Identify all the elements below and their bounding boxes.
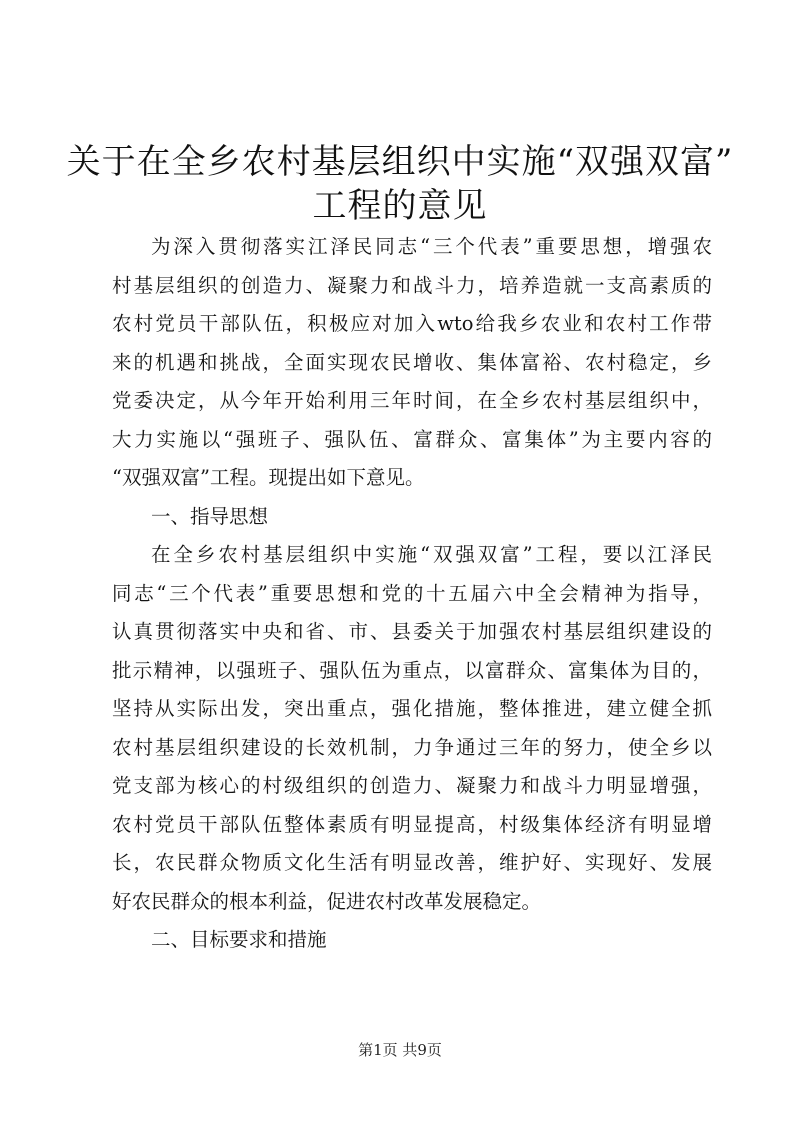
section-heading: 一、指导思想 <box>151 504 269 528</box>
paragraph-line: 同志“三个代表”重要思想和党的十五届六中全会精神为指导， <box>112 581 712 605</box>
paragraph-line: 认真贯彻落实中央和省、市、县委关于加强农村基层组织建设的 <box>112 620 712 643</box>
paragraph-line: 在全乡农村基层组织中实施“双强双富”工程，要以江泽民 <box>151 543 712 566</box>
paragraph-line: 坚持从实际出发，突出重点，强化措施，整体推进，建立健全抓 <box>112 697 712 720</box>
paragraph-line: 批示精神，以强班子、强队伍为重点，以富群众、富集体为目的， <box>112 658 712 682</box>
paragraph-line: 为深入贯彻落实江泽民同志“三个代表”重要思想，增强农 <box>151 235 712 258</box>
paragraph-line: 来的机遇和挑战，全面实现农民增收、集体富裕、农村稳定，乡 <box>112 350 712 374</box>
paragraph-line: 党委决定，从今年开始利用三年时间，在全乡农村基层组织中， <box>112 389 712 412</box>
page-number-label: 第1页 共9页 <box>358 1041 442 1059</box>
page-footer <box>0 1040 800 1060</box>
paragraph-line: 长，农民群众物质文化生活有明显改善，维护好、实现好、发展 <box>112 851 712 874</box>
title-line-2: 工程的意见 <box>312 186 488 226</box>
title-line-1: 关于在全乡农村基层组织中实施“双强双富” <box>66 142 734 182</box>
section-heading: 二、目标要求和措施 <box>151 928 327 951</box>
paragraph-line: 好农民群众的根本利益，促进农村改革发展稳定。 <box>112 889 542 913</box>
paragraph-line: 农村党员干部队伍整体素质有明显提高，村级集体经济有明显增 <box>112 812 712 836</box>
document-body <box>112 228 712 960</box>
document-title <box>0 140 800 228</box>
paragraph-line: 党支部为核心的村级组织的创造力、凝聚力和战斗力明显增强， <box>112 774 712 797</box>
paragraph-line: 大力实施以“强班子、强队伍、富群众、富集体”为主要内容的 <box>112 427 712 451</box>
paragraph-line: 农村党员干部队伍，积极应对加入wto给我乡农业和农村工作带 <box>112 312 712 335</box>
paragraph-line: 村基层组织的创造力、凝聚力和战斗力，培养造就一支高素质的 <box>112 273 712 297</box>
paragraph-line: “双强双富”工程。现提出如下意见。 <box>112 466 425 489</box>
paragraph-line: 农村基层组织建设的长效机制，力争通过三年的努力，使全乡以 <box>112 735 712 759</box>
